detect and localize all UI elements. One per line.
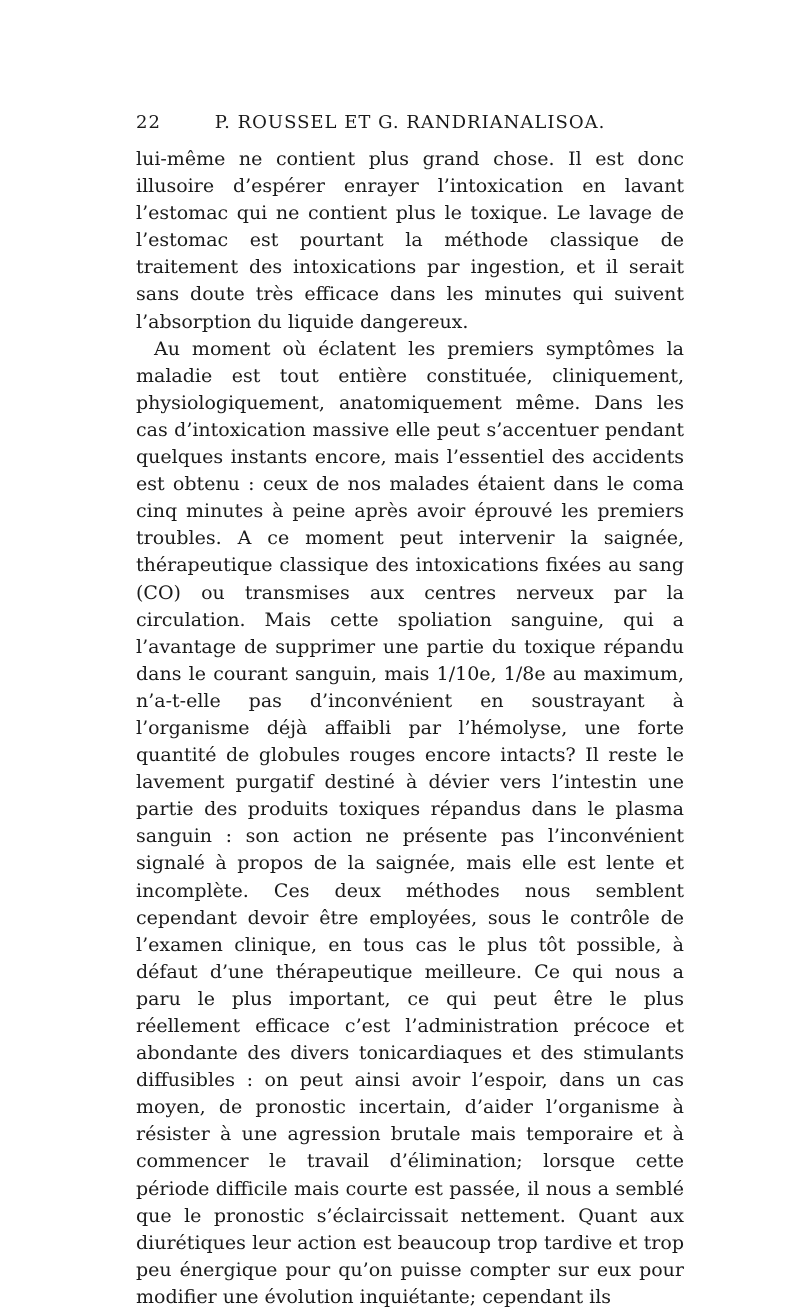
page-number: 22 <box>136 112 161 133</box>
paragraph-continuation: lui-même ne contient plus grand chose. Il est donc illusoire d’espérer enrayer l’intoxication en lavant l’estomac qui ne contient plus le toxique. Le lavage de l’estomac est pourtant la méthode classique de traitement des intoxications par ingestion, et il serait sans doute très efficace dans les minutes qui suivent l’absorption du liquide dangereux. <box>136 148 684 333</box>
book-page <box>136 112 684 1311</box>
paragraph-treatment: Au moment où éclatent les premiers symptômes la maladie est tout entière constituée, cliniquement, physiologiquement, anatomiquement même. Dans les cas d’intoxication massive elle peut s’accentuer pendant quelques instants encore, mais l’essentiel des accidents est obtenu : ceux de nos malades étaient dans le coma cinq minutes à peine après avoir éprouvé les premiers troubles. A ce moment peut intervenir la saignée, thérapeutique classique des intoxications fixées au sang (CO) ou transmises aux centres nerveux par la circulation. Mais cette spoliation sanguine, qui a l’avantage de supprimer une partie du toxique répandu dans le courant sanguin, mais 1/10e, 1/8e au maximum, n’a-t-elle pas d’inconvénient en soustrayant à l’organisme déjà affaibli par l’hémolyse, une forte quantité de globules rouges encore intacts? Il reste le lavement purgatif destiné à dévier vers l’intestin une partie des produits toxiques répandus dans le plasma sanguin : son action ne présente pas l’inconvénient signalé à propos de la saignée, mais elle est lente et incomplète. Ces deux méthodes nous semblent cependant devoir être employées, sous le contrôle de l’examen clinique, en tous cas le plus tôt possible, à défaut d’une thérapeutique meilleure. Ce qui nous a paru le plus important, ce qui peut être le plus réellement efficace c’est l’administration précoce et abondante des divers tonicardiaques et des stimulants diffusibles : on peut ainsi avoir l’espoir, dans un cas moyen, de pronostic incertain, d’aider l’organisme à résister à une agression brutale mais temporaire et à commencer le travail d’élimination; lorsque cette période difficile mais courte est passée, il nous a semblé que le pronostic s’éclaircissait nettement. Quant aux diurétiques leur action est beaucoup trop tardive et trop peu énergique pour qu’on puisse compter sur eux pour modifier une évolution inquiétante; cependant ils <box>136 337 684 1308</box>
running-header <box>136 112 684 142</box>
running-title: P. ROUSSEL ET G. RANDRIANALISOA. <box>214 112 606 133</box>
body-text <box>136 146 684 1311</box>
